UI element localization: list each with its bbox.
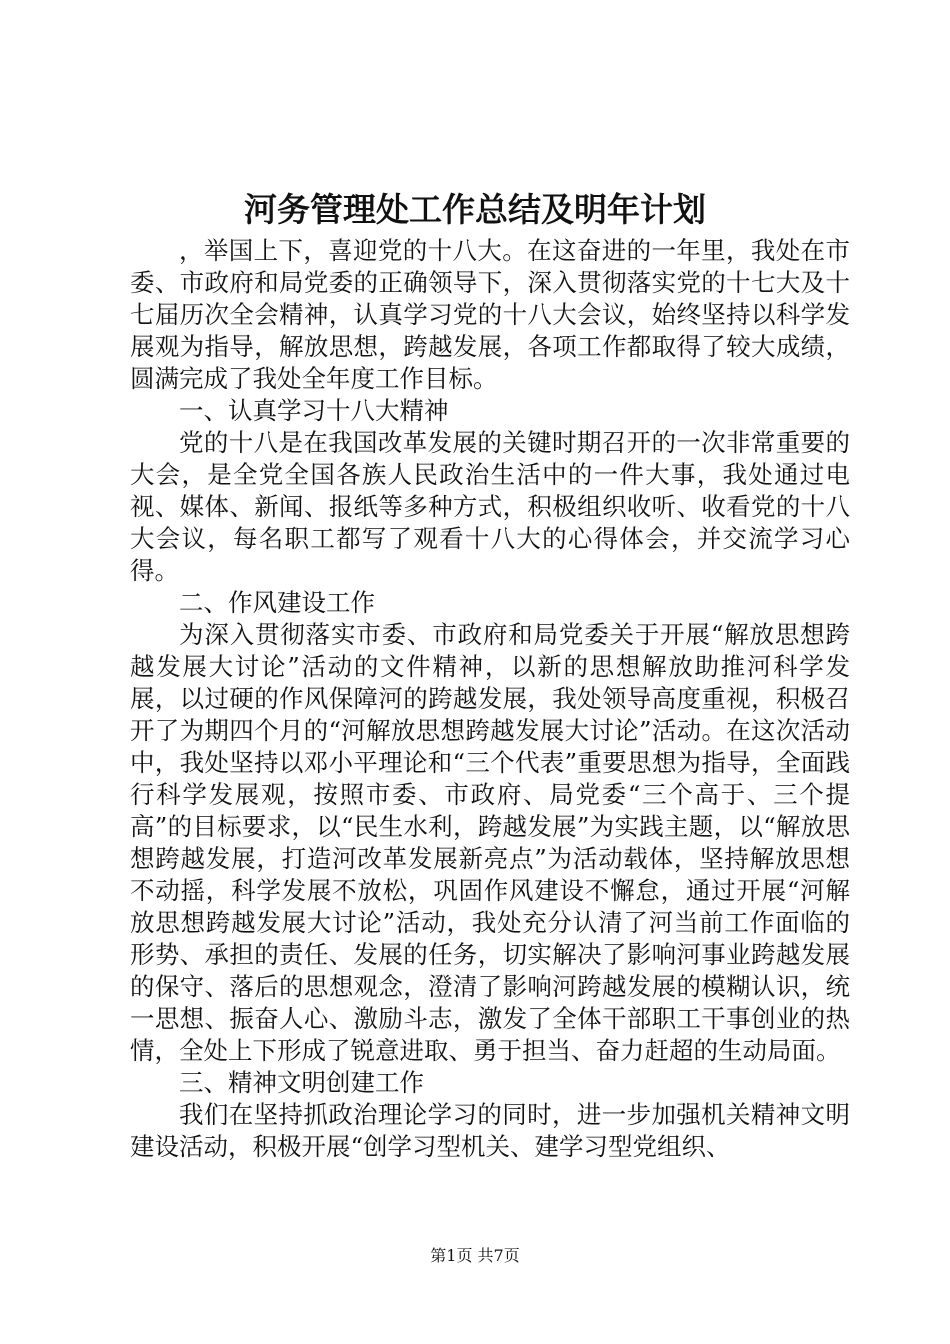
paragraph-intro: ，举国上下，喜迎党的十八大。在这奋进的一年里，我处在市委、市政府和局党委的正确领导下，深入贯彻落实党的十七大及十七届历次全会精神，认真学习党的十八大会议，始终坚持以科学发展观为指导，解放思想，跨越发展，各项工作都取得了较大成绩，圆满完成了我处全年度工作目标。 [130, 236, 850, 393]
document-title: 河务管理处工作总结及明年计划 [244, 190, 706, 229]
section-heading-3: 三、精神文明创建工作 [179, 1068, 424, 1097]
section-heading-2: 二、作风建设工作 [179, 588, 375, 617]
paragraph-section-3: 我们在坚持抓政治理论学习的同时，进一步加强机关精神文明建设活动，积极开展“创学习型机关、建学习型党组织、 [130, 1100, 850, 1161]
paragraph-section-1: 党的十八是在我国改革发展的关键时期召开的一次非常重要的大会，是全党全国各族人民政治生活中的一件大事，我处通过电视、媒体、新闻、报纸等多种方式，积极组织收听、收看党的十八大会议，每名职工都写了观看十八大的心得体会，并交流学习心得。 [130, 428, 850, 585]
paragraph-section-2: 为深入贯彻落实市委、市政府和局党委关于开展“解放思想跨越发展大讨论”活动的文件精神，以新的思想解放助推河科学发展，以过硬的作风保障河的跨越发展，我处领导高度重视，积极召开了为期四个月的“河解放思想跨越发展大讨论”活动。在这次活动中，我处坚持以邓小平理论和“三个代表”重要思想为指导，全面践行科学发展观，按照市委、市政府、局党委“三个高于、三个提高”的目标要求，以“民生水利，跨越发展”为实践主题，以“解放思想跨越发展，打造河改革发展新亮点”为活动载体，坚持解放思想不动摇，科学发展不放松，巩固作风建设不懈怠，通过开展“河解放思想跨越发展大讨论”活动，我处充分认清了河当前工作面临的形势、承担的责任、发展的任务，切实解决了影响河事业跨越发展的保守、落后的思想观念，澄清了影响河跨越发展的模糊认识，统一思想、振奋人心、激励斗志，激发了全体干部职工干事创业的热情，全处上下形成了锐意进取、勇于担当、奋力赶超的生动局面。 [130, 620, 850, 1065]
section-heading-1: 一、认真学习十八大精神 [179, 396, 449, 425]
page-footer: 第1页 共7页 [430, 1246, 520, 1265]
document-body [130, 235, 850, 1163]
